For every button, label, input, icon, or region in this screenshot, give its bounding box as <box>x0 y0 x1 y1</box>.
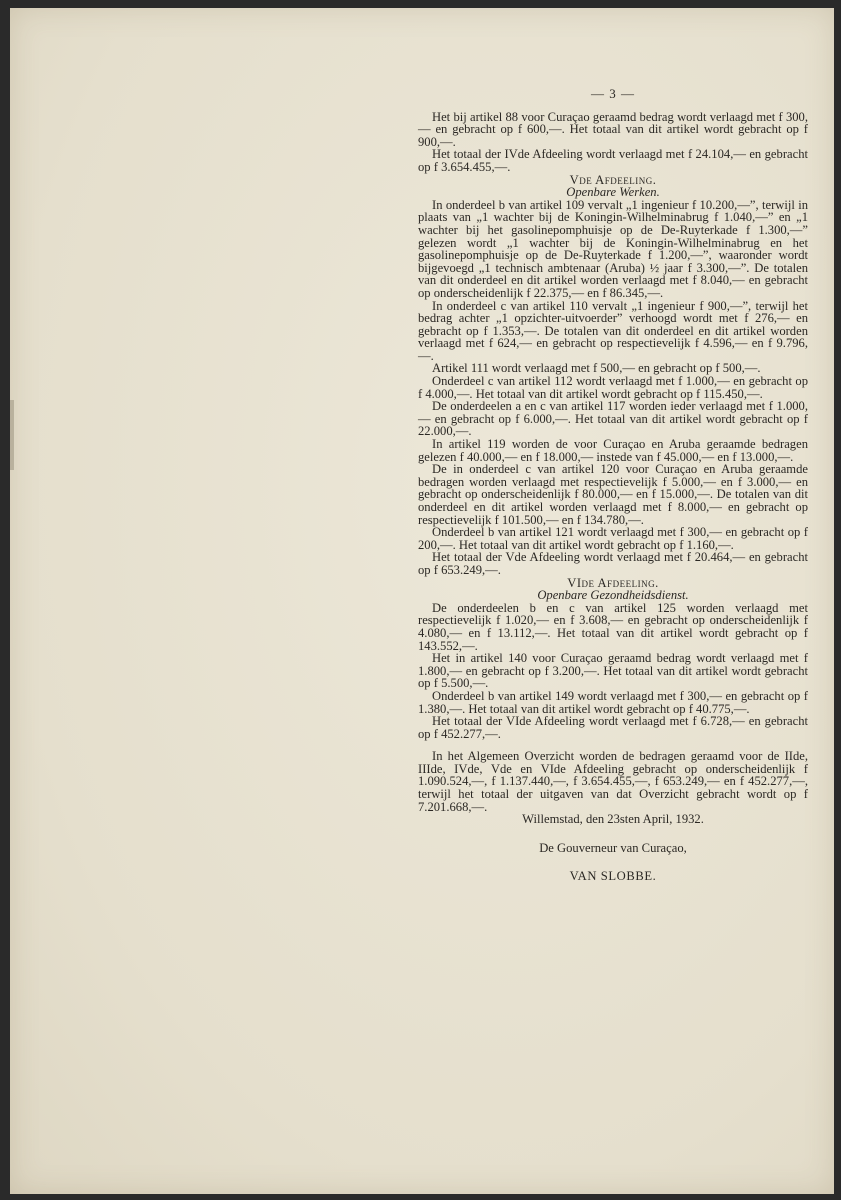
paragraph: In artikel 119 worden de voor Curaçao en Aruba geraamde bedragen gelezen f 40.000,— en f 18.000,— instede van f 45.000,— en f 13.000,—. <box>418 437 808 464</box>
page-number: — 3 — <box>591 86 635 101</box>
paragraph: Artikel 111 wordt verlaagd met f 500,— en gebracht op f 500,—. <box>432 361 761 376</box>
section-heading: Vde Afdeeling. <box>569 172 657 187</box>
paragraph: Onderdeel c van artikel 112 wordt verlaagd met f 1.000,— en gebracht op f 4.000,—. Het totaal van dit artikel wordt gebracht op f 115.450,—. <box>418 374 808 401</box>
paragraph: Het totaal der Vde Afdeeling wordt verlaagd met f 20.464,— en gebracht op f 653.249,—. <box>418 550 808 577</box>
summary-paragraph: In het Algemeen Overzicht worden de bedragen geraamd voor de IIde, IIIde, IVde, Vde en VIde Afdeeling gebracht op onderscheidenlijk f 1.090.524,—, f 1.137.440,—, f 3.654.455,—, f 653.249,— en f 452.277,—, terwijl het totaal der uitgaven van dat Overzicht gebracht wordt op f 7.201.668,—. <box>418 749 808 814</box>
paragraph: Onderdeel b van artikel 149 wordt verlaagd met f 300,— en gebracht op f 1.380,—. Het totaal van dit artikel wordt gebracht op f 40.775,—. <box>418 688 808 716</box>
binding-mark <box>10 400 14 470</box>
text-column <box>418 88 808 883</box>
paragraph: In onderdeel b van artikel 109 vervalt „1 ingenieur f 10.200,—”, terwijl in plaats van „1 wachter bij de Koningin-Wilhelminabrug f 1.040,—” en „1 wachter bij het gasolinepomphuisje op de De-Ruyterkade f 1.300,—” gelezen wordt „1 wachter bij de Koningin-Wilhelminabrug en het gasolinepomphuisje op de De-Ruyterkade f 1.200,—”, waaronder wordt bijgevoegd „1 technisch ambtenaar (Aruba) ½ jaar f 3.300,—”. De totalen van dit onderdeel en dit artikel worden verlaagd met f 8.040,— en gebracht op onderscheidenlijk f 22.375,— en f 86.345,—. <box>418 197 808 300</box>
section-subheading: Openbare Gezondheidsdienst. <box>537 588 689 603</box>
paragraph: Onderdeel b van artikel 121 wordt verlaagd met f 300,— en gebracht op f 200,—. Het totaal van dit artikel wordt gebracht op f 1.160,—. <box>418 525 808 552</box>
paragraph: Het totaal der IVde Afdeeling wordt verlaagd met f 24.104,— en gebracht op f 3.654.455,—. <box>418 147 808 174</box>
paragraph: Het totaal der VIde Afdeeling wordt verlaagd met f 6.728,— en gebracht op f 452.277,—. <box>418 714 808 741</box>
paragraph: Het bij artikel 88 voor Curaçao geraamd bedrag wordt verlaagd met f 300,— en gebracht op f 600,—. Het totaal van dit artikel wordt gebracht op f 900,—. <box>418 109 808 149</box>
section-heading: VIde Afdeeling. <box>567 575 659 590</box>
paragraph: De onderdeelen b en c van artikel 125 worden verlaagd met respectievelijk f 1.020,— en f 3.608,— en gebracht op onderscheidenlijk f 4.080,— en f 13.112,—. Het totaal van dit artikel wordt gebracht op f 143.552,—. <box>418 600 808 653</box>
paragraph: De onderdeelen a en c van artikel 117 worden ieder verlaagd met f 1.000,— en gebracht op f 6.000,—. Het totaal van dit artikel wordt gebracht op f 22.000,—. <box>418 399 808 439</box>
paragraph: In onderdeel c van artikel 110 vervalt „1 ingenieur f 900,—”, terwijl het bedrag achter „1 opzichter-uitvoerder” verhoogd wordt met f 276,— en gebracht op f 1.353,—. De totalen van dit onderdeel en dit artikel worden verlaagd met f 624,— en gebracht op respectievelijk f 4.596,— en f 9.796,—. <box>418 298 808 363</box>
paragraph: Het in artikel 140 voor Curaçao geraamd bedrag wordt verlaagd met f 1.800,— en gebracht op f 3.200,—. Het totaal van dit artikel wordt gebracht op f 5.500,—. <box>418 651 808 691</box>
signatory-title: De Gouverneur van Curaçao, <box>539 840 687 855</box>
paragraph: De in onderdeel c van artikel 120 voor Curaçao en Aruba geraamde bedragen worden verlaagd met respectievelijk f 5.000,— en f 3.000,— en gebracht op onderscheidenlijk f 80.000,— en f 15.000,—. De totalen van dit onderdeel en dit artikel worden verlaagd met f 8.000,— en gebracht op respectievelijk f 101.500,— en f 134.780,—. <box>418 462 808 527</box>
signatory-name: VAN SLOBBE. <box>569 869 657 884</box>
place-date: Willemstad, den 23sten April, 1932. <box>522 812 704 827</box>
section-subheading: Openbare Werken. <box>566 185 660 200</box>
